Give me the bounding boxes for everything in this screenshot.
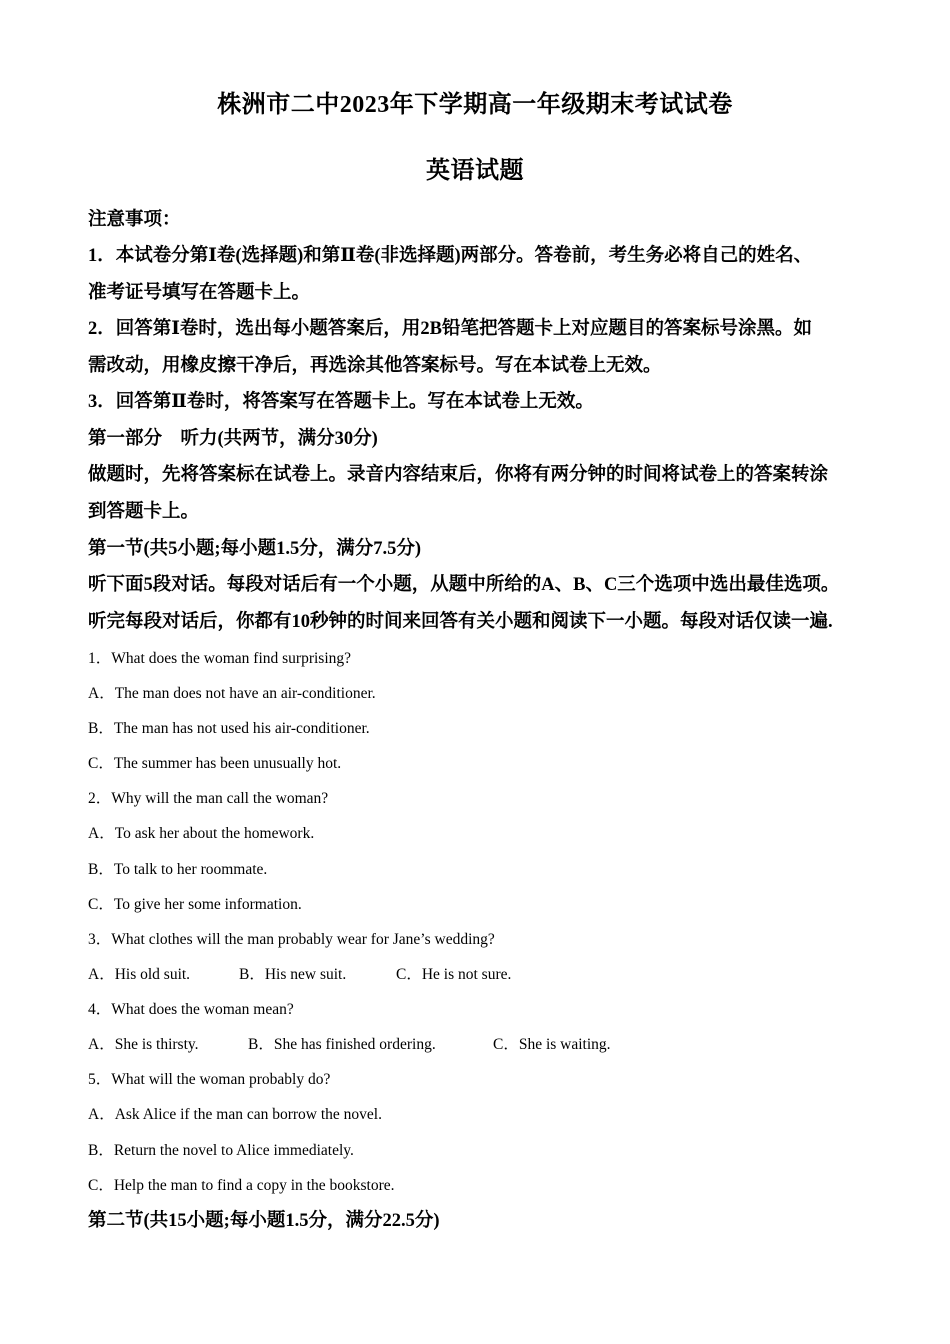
question-4-options bbox=[88, 1032, 611, 1054]
section1-instruction-line-2: 听完每段对话后，你都有10秒钟的时间来回答有关小题和阅读下一小题。每段对话仅读一遍. bbox=[88, 612, 833, 632]
notice-item-3: 3．回答第Ⅱ卷时，将答案写在答题卡上。写在本试卷上无效。 bbox=[88, 392, 594, 412]
notice-item-2-line-1: 2．回答第Ⅰ卷时，选出每小题答案后，用2B铅笔把答题卡上对应题目的答案标号涂黑。如 bbox=[88, 319, 812, 339]
exam-title: 株洲市二中2023年下学期高一年级期末考试试卷 bbox=[217, 92, 733, 118]
question-2-option-c: C．To give her some information. bbox=[88, 896, 302, 913]
question-1-stem: 1．What does the woman find surprising? bbox=[88, 650, 352, 667]
question-3-option-c: C．He is not sure. bbox=[396, 966, 512, 983]
question-1-option-b: B．The man has not used his air-conditioner. bbox=[88, 720, 370, 737]
question-1-option-c: C．The summer has been unusually hot. bbox=[88, 755, 342, 772]
question-2-option-b: B．To talk to her roommate. bbox=[88, 861, 268, 878]
section2-heading: 第二节(共15小题;每小题1.5分，满分22.5分) bbox=[88, 1211, 440, 1231]
notice-heading: 注意事项： bbox=[88, 210, 181, 230]
section1-instruction-line-1: 听下面5段对话。每段对话后有一个小题，从题中所给的A、B、C三个选项中选出最佳选项。 bbox=[88, 575, 840, 595]
question-3-option-a: A．His old suit. bbox=[88, 966, 191, 983]
question-4-option-c: C．She is waiting. bbox=[493, 1036, 611, 1053]
question-3-option-b: B．His new suit. bbox=[239, 966, 347, 983]
question-1-option-a: A．The man does not have an air-conditioner. bbox=[88, 685, 376, 702]
question-5-option-a: A．Ask Alice if the man can borrow the novel. bbox=[88, 1106, 382, 1123]
notice-item-2-line-2: 需改动，用橡皮擦干净后，再选涂其他答案标号。写在本试卷上无效。 bbox=[88, 356, 662, 376]
question-5-stem: 5．What will the woman probably do? bbox=[88, 1071, 331, 1088]
question-2-stem: 2．Why will the man call the woman? bbox=[88, 790, 329, 807]
part1-instruction-line-2: 到答题卡上。 bbox=[88, 502, 200, 522]
notice-item-1-line-1: 1．本试卷分第Ⅰ卷(选择题)和第Ⅱ卷(非选择题)两部分。答卷前，考生务必将自己的姓名、 bbox=[88, 246, 813, 266]
question-2-option-a: A．To ask her about the homework. bbox=[88, 825, 315, 842]
question-3-stem: 3．What clothes will the man probably wear for Jane’s wedding? bbox=[88, 931, 495, 948]
question-3-options bbox=[88, 962, 511, 984]
question-4-stem: 4．What does the woman mean? bbox=[88, 1001, 294, 1018]
question-5-option-b: B．Return the novel to Alice immediately. bbox=[88, 1142, 354, 1159]
notice-item-1-line-2: 准考证号填写在答题卡上。 bbox=[88, 283, 311, 303]
question-4-option-b: B．She has finished ordering. bbox=[248, 1036, 436, 1053]
part1-heading: 第一部分 听力(共两节，满分30分) bbox=[88, 429, 378, 449]
part1-instruction-line-1: 做题时，先将答案标在试卷上。录音内容结束后，你将有两分钟的时间将试卷上的答案转涂 bbox=[88, 465, 829, 485]
question-4-option-a: A．She is thirsty. bbox=[88, 1036, 199, 1053]
question-5-option-c: C．Help the man to find a copy in the bookstore. bbox=[88, 1177, 395, 1194]
section1-heading: 第一节(共5小题;每小题1.5分，满分7.5分) bbox=[88, 539, 421, 559]
exam-subtitle: 英语试题 bbox=[426, 158, 524, 184]
